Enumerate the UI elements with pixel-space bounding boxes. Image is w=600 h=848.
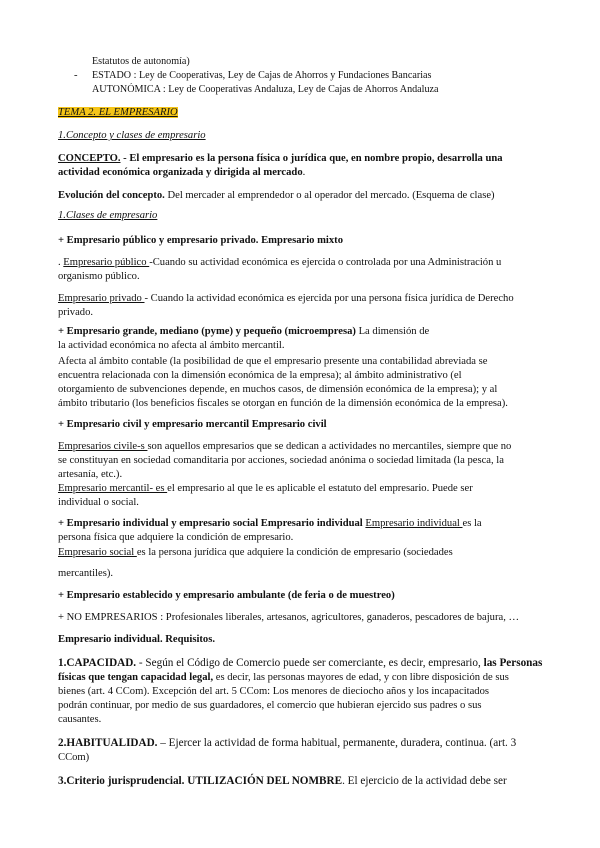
social-line-2: mercantiles). [58,568,114,579]
requisitos-title: Empresario individual. Requisitos. [58,634,215,645]
publico-line-2: organismo público. [58,271,140,282]
evolucion-text: Del mercader al emprendedor o al operador del mercado. (Esquema de clase) [164,190,495,201]
grande-line-5: otorgamiento de subvenciones depende, en muchos casos, de dimensión económica de la empresa); y al [58,384,498,395]
capacidad-line-3: bienes (art. 4 CCom). Excepción del art. 5 CCom: Los menores de dieciocho años y los incapacitados [58,686,489,697]
evolucion-label: Evolución del concepto. [58,190,165,201]
concepto-line-1 [58,152,548,166]
civil-line-3: artesanía, etc.). [58,469,123,480]
publico-prefix: . [58,257,64,268]
capacidad-bold-2: físicas que tengan capacidad legal, [58,672,214,683]
privado-line-1 [58,292,548,306]
grande-heading-tail: La dimensión de [355,326,430,337]
civil-line-2: se constituyan en sociedad comanditaria por acciones, sociedad anónima o sociedad limitada (la pesca, la [58,455,504,466]
civil-line-1 [58,440,548,454]
social-text-1: es la persona jurídica que adquiere la condición de empresario (sociedades [136,547,453,558]
grande-line-6: ámbito tributario (los beneficios fiscales se otorgan en función de la dimensión económica de la empresa). [58,398,508,409]
list-line-estatutos: Estatutos de autonomía) [92,56,190,67]
tema-title: TEMA 2. EL EMPRESARIO [58,107,178,118]
publico-line-1 [58,256,548,270]
grande-heading: + Empresario grande, mediano (pyme) y pequeño (microempresa) [58,326,356,337]
list-line-autonomica: AUTONÓMICA : Ley de Cooperativas Andaluza, Ley de Cajas de Ahorros Andaluza [92,84,439,95]
capacidad-line-1 [58,656,548,670]
mercantil-text-1: el empresario al que le es aplicable el estatuto del empresario. Puede ser [167,483,473,494]
capacidad-text-1: - Según el Código de Comercio puede ser comerciante, es decir, empresario, [136,657,484,669]
no-empresarios-line: + NO EMPRESARIOS : Profesionales liberales, artesanos, agricultores, ganaderos, pescadores de bajura, … [58,612,520,623]
social-line-1 [58,546,548,560]
habitualidad-text-1: – Ejercer la actividad de forma habitual, permanente, duradera, continua. (art. 3 [157,737,517,749]
privado-text-1: - Cuando la actividad económica es ejercida por una persona física jurídica de Derecho [144,293,514,304]
mercantil-label: Empresario mercantil- es [58,483,168,494]
criterio-line-1 [58,774,548,788]
evolucion-line [58,189,548,203]
concepto-line-2 [58,166,548,180]
grande-line-2: la actividad económica no afecta al ámbito mercantil. [58,340,285,351]
individual-line-1 [58,517,548,531]
heading-establecido: + Empresario establecido y empresario ambulante (de feria o de muestreo) [58,590,395,601]
grande-line-1 [58,325,548,339]
capacidad-line-5: causantes. [58,714,102,725]
concepto-text-2-end: . [302,167,306,178]
tema-heading [58,106,548,120]
individual-line-2: persona física que adquiere la condición de empresario. [58,532,294,543]
habitualidad-label: 2.HABITUALIDAD. [58,737,158,749]
social-label: Empresario social [58,547,137,558]
list-line-estado: ESTADO : Ley de Cooperativas, Ley de Cajas de Ahorros y Fundaciones Bancarias [92,70,432,81]
publico-text-1: -Cuando su actividad económica es ejercida o controlada por una Administración u [149,257,502,268]
individual-label: Empresario individual [365,518,463,529]
capacidad-line-2 [58,671,548,685]
mercantil-line-1 [58,482,548,496]
criterio-text: . El ejercicio de la actividad debe ser [342,775,507,787]
grande-line-3: Afecta al ámbito contable (la posibilidad de que el empresario presente una contabilidad abreviada se [58,356,488,367]
capacidad-bold-1: las Personas [483,657,543,669]
concepto-text-2: actividad económica organizada y dirigida al mercado [58,167,303,178]
heading-publico-privado: + Empresario público y empresario privado. Empresario mixto [58,235,343,246]
section-title-concepto: 1.Concepto y clases de empresario [58,130,206,141]
mercantil-line-2: individual o social. [58,497,139,508]
privado-line-2: privado. [58,307,94,318]
grande-line-4: encuentra relacionada con la dimensión económica de la empresa); al ámbito administrativo (el [58,370,462,381]
concepto-label: CONCEPTO. [58,153,121,164]
capacidad-line-4: podrán continuar, por medio de sus guardadores, el comercio que hubieran ejercido sus padres o sus [58,700,482,711]
criterio-label: 3.Criterio jurisprudencial. UTILIZACIÓN DEL NOMBRE [58,775,343,787]
section-title-clases: 1.Clases de empresario [58,210,158,221]
publico-label: Empresario público [63,257,150,268]
civil-text-1: son aquellos empresarios que se dedican a actividades no mercantiles, siempre que no [147,441,512,452]
capacidad-text-2: es decir, las personas mayores de edad, y con libre disposición de sus [213,672,509,683]
list-dash: - [74,70,78,81]
individual-heading: + Empresario individual y empresario social Empresario individual [58,518,363,529]
capacidad-label: 1.CAPACIDAD. [58,657,137,669]
individual-text-1: es la [462,518,482,529]
privado-label: Empresario privado [58,293,145,304]
civil-label: Empresarios civile-s [58,441,148,452]
concepto-text-1: - El empresario es la persona física o jurídica que, en nombre propio, desarrolla una [120,153,503,164]
habitualidad-line-1 [58,736,548,750]
habitualidad-line-2: CCom) [58,752,90,763]
heading-civil-mercantil: + Empresario civil y empresario mercantil Empresario civil [58,419,327,430]
